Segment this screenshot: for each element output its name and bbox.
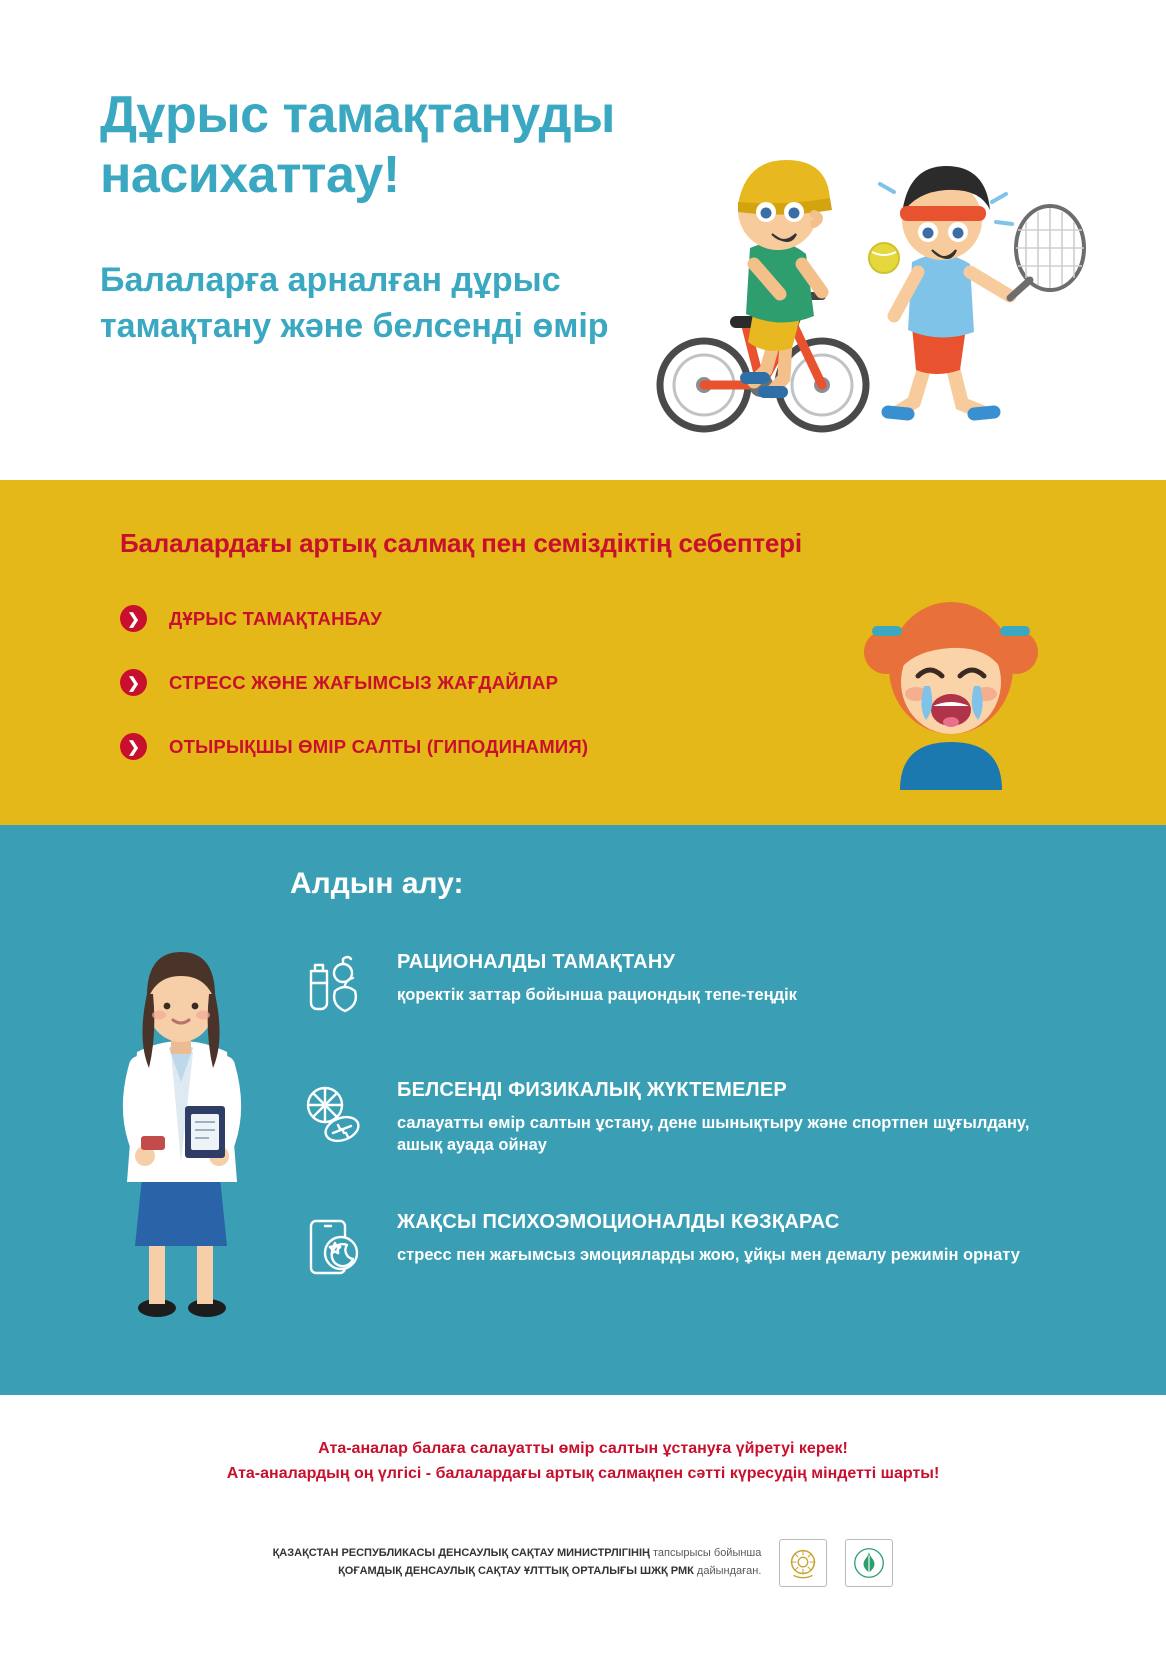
- kazakhstan-state-emblem-icon: [779, 1539, 827, 1587]
- cause-label: СТРЕСС ЖӘНЕ ЖАҒЫМСЫЗ ЖАҒДАЙЛАР: [169, 671, 559, 693]
- prevention-description: стресс пен жағымсыз эмоцияларды жою, ұйқы мен демалу режимін орнату: [397, 1245, 1020, 1264]
- healthy-food-icon: [295, 949, 371, 1025]
- prevention-heading: Алдын алу:: [290, 867, 464, 900]
- cause-label: ДҰРЫС ТАМАҚТАНБАУ: [169, 607, 382, 629]
- footer-note-line2: Ата-аналардың оң үлгісі - балалардағы артық салмақпен сәтті күресудің міндетті шарты!: [226, 1464, 940, 1482]
- credits-row: [0, 1539, 1166, 1587]
- prevention-item: [295, 949, 1035, 1025]
- poster-header: [0, 0, 1166, 480]
- prevention-description: қоректік заттар бойынша рациондық тепе-теңдік: [397, 986, 797, 1004]
- credits-text: [273, 1545, 762, 1580]
- poster-footer: [0, 1395, 1166, 1654]
- cause-label: ОТЫРЫҚШЫ ӨМІР САЛТЫ (ГИПОДИНАМИЯ): [169, 735, 589, 757]
- credit-line2-rest: дайындаған.: [693, 1564, 762, 1577]
- causes-section: [0, 480, 1166, 825]
- page-subtitle: Балаларға арналған дұрыс тамақтану және белсенді өмір: [100, 260, 609, 345]
- sports-balls-icon: [295, 1077, 371, 1153]
- credit-ministry-name: ҚАЗАҚСТАН РЕСПУБЛИКАСЫ ДЕНСАУЛЫҚ САҚТАУ МИНИСТРЛІГІНІҢ: [272, 1547, 650, 1559]
- chevron-right-icon: ❯: [120, 669, 147, 696]
- sleep-phone-icon: [295, 1209, 371, 1285]
- national-center-public-health-logo-icon: [845, 1539, 893, 1587]
- prevention-item: [295, 1077, 1035, 1157]
- kids-illustration: [626, 130, 1106, 450]
- prevention-title: РАЦИОНАЛДЫ ТАМАҚТАНУ: [397, 951, 676, 973]
- prevention-title: БЕЛСЕНДІ ФИЗИКАЛЫҚ ЖҮКТЕМЕЛЕР: [397, 1079, 787, 1101]
- prevention-item: [295, 1209, 1035, 1285]
- female-doctor-illustration: [85, 920, 275, 1320]
- causes-heading: Балалардағы артық салмақ пен семіздіктің себептері: [120, 528, 802, 558]
- prevention-description: салауатты өмір салтын ұстану, дене шынықтыру және спортпен шұғылдану, ашық ауада ойнау: [397, 1114, 1030, 1155]
- page-title: Дұрыс тамақтануды насихаттау!: [100, 86, 615, 205]
- prevention-title: ЖАҚСЫ ПСИХОЭМОЦИОНАЛДЫ КӨЗҚАРАС: [397, 1210, 840, 1233]
- footer-note-line1: Ата-аналар балаға салауатты өмір салтын ұстануға үйретуі керек!: [318, 1440, 848, 1457]
- credit-center-name: ҚОҒАМДЫҚ ДЕНСАУЛЫҚ САҚТАУ ҰЛТТЫҚ ОРТАЛЫҒЫ ШЖҚ РМК: [338, 1564, 694, 1577]
- chevron-right-icon: ❯: [120, 733, 147, 760]
- prevention-list: [295, 949, 1035, 1285]
- credit-line1-rest: тапсырысы бойынша: [649, 1547, 762, 1559]
- chevron-right-icon: ❯: [120, 605, 147, 632]
- prevention-section: [0, 825, 1166, 1395]
- crying-girl-illustration: [856, 590, 1046, 790]
